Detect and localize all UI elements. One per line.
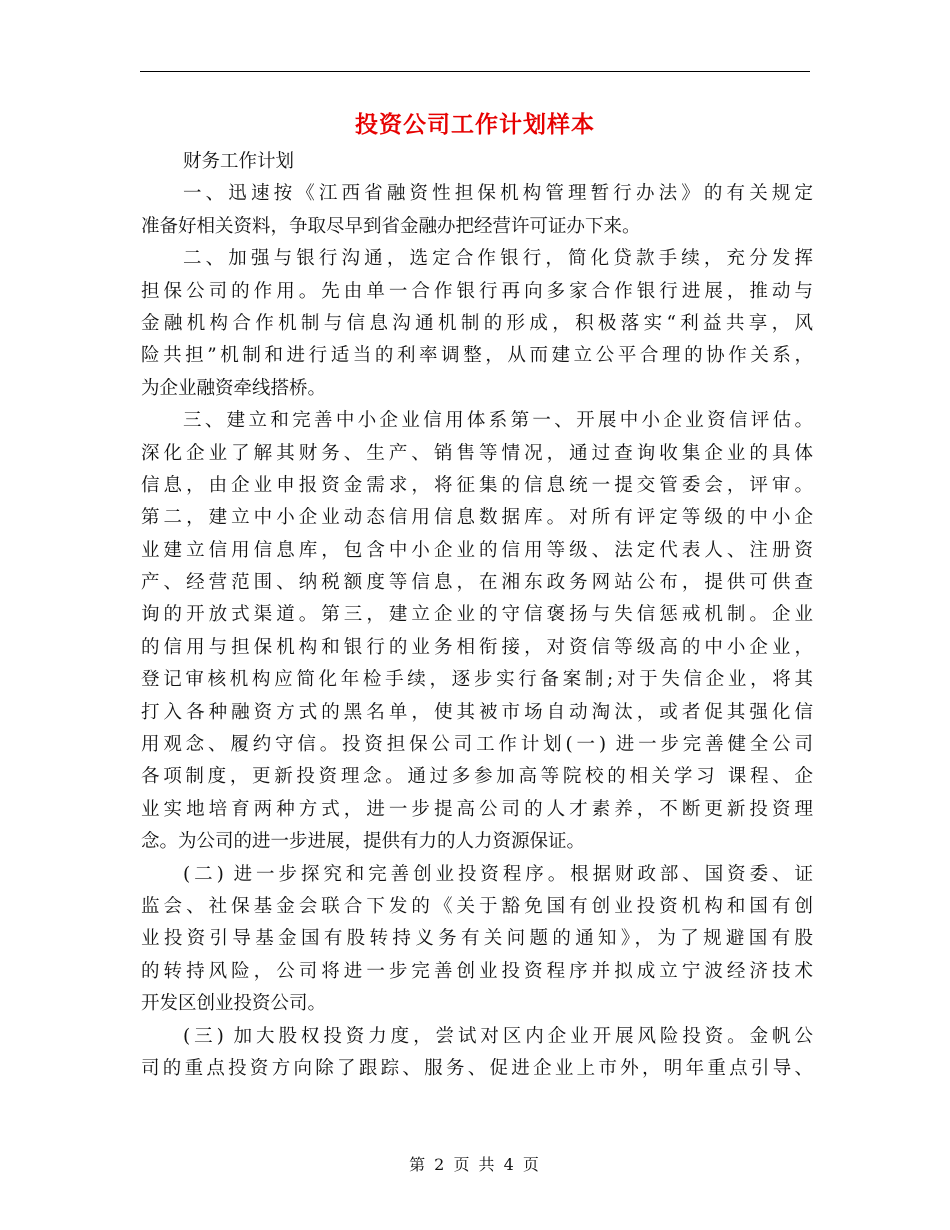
paragraph-line: 的转持风险，公司将进一步完善创业投资程序并拟成立宁波经济技术 — [141, 960, 813, 982]
paragraph-line: 询的开放式渠道。第三，建立企业的守信褒扬与失信惩戒机制。企业 — [141, 604, 813, 626]
section-heading: 财务工作计划 — [183, 151, 295, 172]
document-title: 投资公司工作计划样本 — [355, 111, 595, 138]
paragraph-line: 用观念、履约守信。投资担保公司工作计划(一) 进一步完善健全公司 — [141, 734, 813, 756]
paragraph-line: 二、加强与银行沟通，选定合作银行，简化贷款手续，充分发挥 — [183, 248, 813, 270]
paragraph-line: 产、经营范围、纳税额度等信息，在湘东政务网站公布，提供可供查 — [141, 572, 813, 594]
paragraph-line: 三、建立和完善中小企业信用体系第一、开展中小企业资信评估。 — [183, 410, 813, 432]
paragraph-line: 登记审核机构应简化年检手续，逐步实行备案制;对于失信企业，将其 — [141, 669, 813, 691]
paragraph-line: 险共担”机制和进行适当的利率调整，从而建立公平合理的协作关系， — [141, 345, 813, 367]
paragraph-line: 准备好相关资料，争取尽早到省金融办把经营许可证办下来。 — [141, 215, 641, 237]
paragraph-line: 业实地培育两种方式，进一步提高公司的人才素养，不断更新投资理 — [141, 798, 813, 820]
paragraph-line: 一、迅速按《江西省融资性担保机构管理暂行办法》的有关规定 — [183, 183, 813, 205]
paragraph-line: 业建立信用信息库，包含中小企业的信用等级、法定代表人、注册资 — [141, 539, 813, 561]
header-rule — [140, 71, 810, 72]
paragraph-line: 深化企业了解其财务、生产、销售等情况，通过查询收集企业的具体 — [141, 442, 813, 464]
paragraph-line: 司的重点投资方向除了跟踪、服务、促进企业上市外，明年重点引导、 — [141, 1057, 813, 1079]
paragraph-line: 信息，由企业申报资金需求，将征集的信息统一提交管委会，评审。 — [141, 474, 813, 496]
paragraph-line: 念。为公司的进一步进展，提供有力的人力资源保证。 — [141, 831, 586, 853]
page-number: 第 2 页 共 4 页 — [409, 1155, 541, 1174]
paragraph-line: 开发区创业投资公司。 — [141, 993, 327, 1015]
paragraph-line: 打入各种融资方式的黑名单，使其被市场自动淘汰，或者促其强化信 — [141, 701, 813, 723]
paragraph-line: 金融机构合作机制与信息沟通机制的形成，积极落实“利益共享，风 — [141, 312, 813, 334]
paragraph-line: 监会、社保基金会联合下发的《关于豁免国有创业投资机构和国有创 — [141, 895, 813, 917]
paragraph-line: (三) 加大股权投资力度，尝试对区内企业开展风险投资。金帆公 — [183, 1025, 813, 1047]
paragraph-line: 的信用与担保机构和银行的业务相衔接，对资信等级高的中小企业， — [141, 636, 813, 658]
document-body — [141, 146, 813, 1085]
paragraph-line: (二) 进一步探究和完善创业投资程序。根据财政部、国资委、证 — [183, 863, 813, 885]
paragraph-line: 担保公司的作用。先由单一合作银行再向多家合作银行进展，推动与 — [141, 280, 813, 302]
paragraph-line: 第二，建立中小企业动态信用信息数据库。对所有评定等级的中小企 — [141, 507, 813, 529]
paragraph-line: 各项制度，更新投资理念。通过多参加高等院校的相关学习 课程、企 — [141, 766, 813, 788]
paragraph-line: 为企业融资牵线搭桥。 — [141, 377, 327, 399]
paragraph-line: 业投资引导基金国有股转持义务有关问题的通知》，为了规避国有股 — [141, 928, 813, 950]
